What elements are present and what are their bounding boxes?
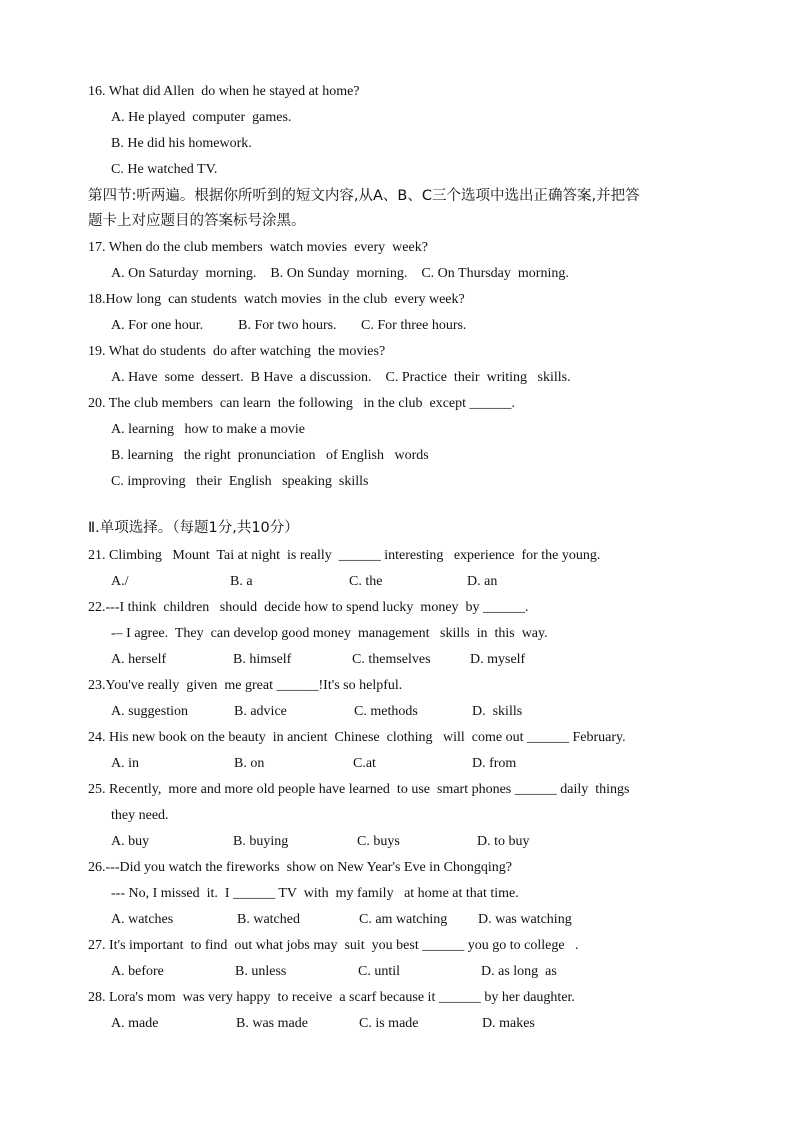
question-23-option-c: C. methods — [354, 704, 418, 719]
question-21-option-a: A./ — [111, 574, 129, 589]
question-23-option-d: D. skills — [472, 704, 523, 719]
question-21-option-d: D. an — [467, 574, 498, 589]
question-28-stem: 28. Lora's mom was very happy to receive a scarf because it ______ by her daughter. — [88, 990, 575, 1005]
question-25-option-a: A. buy — [111, 834, 150, 849]
question-21-option-b: B. a — [230, 574, 253, 589]
question-18-options: A. For one hour. B. For two hours. C. For three hours. — [111, 318, 467, 333]
question-22-option-b: B. himself — [233, 652, 292, 667]
question-16-option-a: A. He played computer games. — [111, 110, 292, 125]
question-26-stem: 26.---Did you watch the fireworks show on New Year's Eve in Chongqing? — [88, 860, 513, 875]
question-23-option-a: A. suggestion — [111, 704, 188, 719]
question-23-option-b: B. advice — [234, 704, 287, 719]
question-18-stem: 18.How long can students watch movies in the club every week? — [88, 292, 465, 307]
question-26-option-a: A. watches — [111, 912, 174, 927]
section-2-title: Ⅱ.单项选择。（每题1分,共10分） — [88, 520, 299, 536]
question-16-stem: 16. What did Allen do when he stayed at home? — [88, 84, 360, 99]
question-16-option-c: C. He watched TV. — [111, 162, 218, 177]
question-24-option-b: B. on — [234, 756, 265, 771]
section-4-instruction-line1: 第四节:听两遍。根据你所听到的短文内容,从A、B、C三个选项中选出正确答案,并把答 — [88, 188, 640, 204]
question-26-reply: --- No, I missed it. I ______ TV with my family at home at that time. — [111, 886, 519, 901]
question-28-option-c: C. is made — [359, 1016, 419, 1031]
question-25-stem-continued: they need. — [111, 808, 169, 823]
question-20-option-a: A. learning how to make a movie — [111, 422, 306, 437]
question-24-option-d: D. from — [472, 756, 517, 771]
question-25-stem: 25. Recently, more and more old people have learned to use smart phones ______ daily things — [88, 782, 630, 797]
question-24-option-a: A. in — [111, 756, 139, 771]
question-24-stem: 24. His new book on the beauty in ancient Chinese clothing will come out ______ February. — [88, 730, 626, 745]
question-24-option-c: C.at — [353, 756, 376, 771]
question-25-option-b: B. buying — [233, 834, 289, 849]
question-22-reply: -– I agree. They can develop good money management skills in this way. — [111, 626, 548, 641]
question-16-option-b: B. He did his homework. — [111, 136, 252, 151]
question-20-stem: 20. The club members can learn the following in the club except ______. — [88, 396, 516, 411]
question-21-stem: 21. Climbing Mount Tai at night is really ______ interesting experience for the young. — [88, 548, 601, 563]
question-26-option-b: B. watched — [237, 912, 300, 927]
question-27-option-c: C. until — [358, 964, 401, 979]
question-17-options: A. On Saturday morning. B. On Sunday morning. C. On Thursday morning. — [111, 266, 569, 281]
question-22-option-a: A. herself — [111, 652, 167, 667]
question-26-option-c: C. am watching — [359, 912, 448, 927]
question-19-options: A. Have some dessert. B Have a discussion. C. Practice their writing skills. — [111, 370, 571, 385]
question-25-option-d: D. to buy — [477, 834, 530, 849]
question-27-option-d: D. as long as — [481, 964, 557, 979]
question-20-option-c: C. improving their English speaking skills — [111, 474, 369, 489]
question-25-option-c: C. buys — [357, 834, 400, 849]
question-28-option-a: A. made — [111, 1016, 159, 1031]
section-4-instruction-line2: 题卡上对应题目的答案标号涂黑。 — [88, 213, 306, 229]
question-22-option-d: D. myself — [470, 652, 526, 667]
question-26-option-d: D. was watching — [478, 912, 572, 927]
question-23-stem: 23.You've really given me great ______!It's so helpful. — [88, 678, 403, 693]
question-17-stem: 17. When do the club members watch movies every week? — [88, 240, 428, 255]
question-22-stem: 22.---I think children should decide how to spend lucky money by ______. — [88, 600, 529, 615]
question-22-option-c: C. themselves — [352, 652, 431, 667]
question-28-option-b: B. was made — [236, 1016, 308, 1031]
question-20-option-b: B. learning the right pronunciation of English words — [111, 448, 429, 463]
question-27-stem: 27. It's important to find out what jobs may suit you best ______ you go to college . — [88, 938, 579, 953]
question-28-option-d: D. makes — [482, 1016, 535, 1031]
question-27-option-a: A. before — [111, 964, 164, 979]
question-27-option-b: B. unless — [235, 964, 287, 979]
question-19-stem: 19. What do students do after watching the movies? — [88, 344, 386, 359]
question-21-option-c: C. the — [349, 574, 383, 589]
